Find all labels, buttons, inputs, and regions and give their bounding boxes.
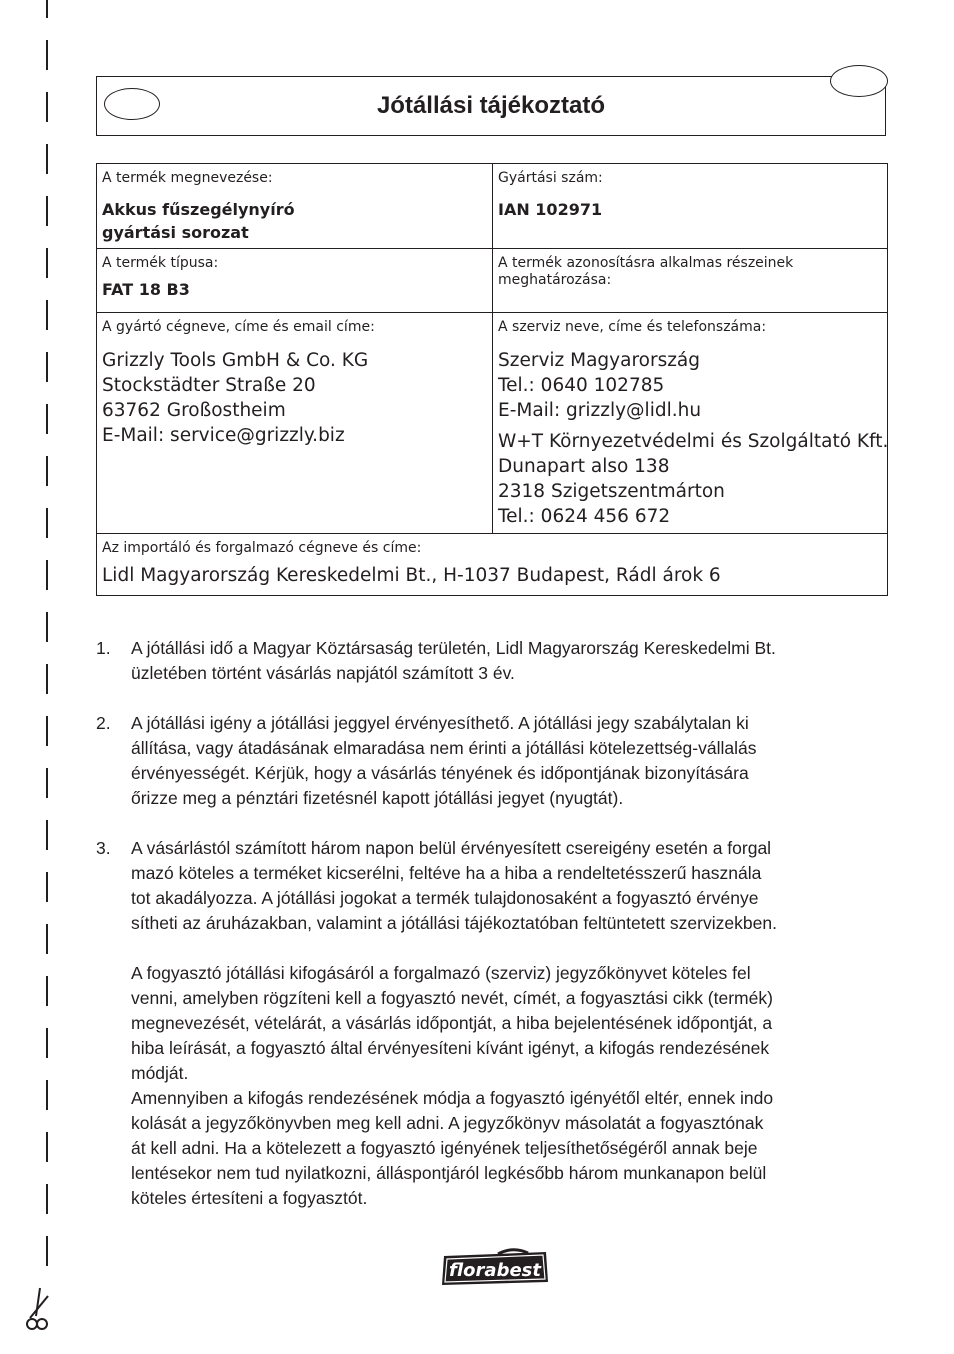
type-cell [97,249,493,313]
type-label: A termék típusa: [102,255,219,271]
scissors-icon [22,1286,54,1334]
cut-line-dash [46,1132,48,1162]
term-item-1 [96,636,896,686]
term-line: érvényességét. Kérjük, hogy a vásárlás tényének és időpontjának bizonyítására [131,763,749,783]
cut-line-dash [46,1184,48,1214]
service-address: Szerviz Magyarország Tel.: 0640 102785 E-Mail: grizzly@lidl.hu [498,350,702,421]
term-line: állítása, vagy átadásának elmaradása nem érinti a jótállási kötelezettség-vállalás [131,738,757,758]
manufacturer-cell [97,313,493,534]
serial-value: IAN 102971 [498,200,603,219]
type-value: FAT 18 B3 [102,280,190,299]
term-line: sítheti az áruházakban, valamint a jótállási tájékoztatóban feltüntetett szervizekben. [131,913,777,933]
cut-line-dash [46,352,48,382]
cut-line-dash [46,144,48,174]
cut-line-dash [46,612,48,642]
importer-value: Lidl Magyarország Kereskedelmi Bt., H-1037 Budapest, Rádl árok 6 [102,565,721,586]
product-name-label: A termék megnevezése: [102,170,273,186]
product-name-cell [97,164,493,249]
cut-line-dash [46,404,48,434]
cut-line-dash [46,768,48,798]
manufacturer-address: Grizzly Tools GmbH & Co. KG Stockstädter Straße 20 63762 Großostheim E-Mail: service@grizzly.biz [102,350,369,446]
page-title: Jótállási tájékoztató [376,92,606,119]
identification-label: A termék azonosításra alkalmas részeinek meghatározása: [498,255,794,288]
warranty-terms [96,636,896,1236]
term-item-3 [96,836,896,1211]
service-cell [493,313,888,534]
cut-line-dash [46,664,48,694]
cut-line-dash [46,196,48,226]
serial-cell [493,164,888,249]
term-line: őrizze meg a pénztári fizetésnél kapott jótállási jegyet (nyugtát). [131,788,624,808]
term-3-paragraph-2: A fogyasztó jótállási kifogásáról a forgalmazó (szerviz) jegyzőkönyvet köteles fel venni, amelyben rögzíteni kell a fogyasztó nevét, címét, a fogyasztási cikk (termék) megnevezését, vételárát, a vásárlás időpontját, a hiba bejelentésének időpontját, a hiba leírását, a fogyasztó által érvényesíteni kívánt igényt, a kifogás rendezésének módját. Amennyiben a kifogás rendezésének módja a fogyasztó igényétől eltér, ennek indo kolását a jegyzőkönyvben meg kell adni. A jegyzőkönyv másolatát a fogyasztónak át kell adni. Ha a kötelezett a fogyasztó igényének teljesíthetőségéről annak beje lentésekor nem tud nyilatkozni, álláspontjáról legkésőbb három munkanapon belül köteles értesíteni a fogyasztót. [131,963,774,1208]
manufacturer-label: A gyártó cégneve, címe és email címe: [102,319,375,335]
cut-line-dash [46,508,48,538]
cut-line [44,0,52,1354]
term-item-2 [96,711,896,811]
cut-line-dash [46,0,48,18]
cut-line-dash [46,1028,48,1058]
cut-line-dash [46,976,48,1006]
service2-address: W+T Környezetvédelmi és Szolgáltató Kft. Dunapart also 138 2318 Szigetszentmárton Tel.: 0624 456 672 [498,431,889,527]
cut-line-dash [46,92,48,122]
cut-line-dash [46,40,48,70]
svg-text:florabest: florabest [449,1260,541,1281]
cut-line-dash [46,820,48,850]
product-name-value: Akkus fűszegélynyíró gyártási sorozat [102,200,295,242]
cut-line-dash [46,716,48,746]
term-line: mazó köteles a terméket kicserélni, feltéve ha a hiba a rendeltetésszerű használa [131,863,762,883]
term-line: tot akadályozza. A jótállási jogokat a termék tulajdonosaként a fogyasztó érvénye [131,888,759,908]
term-number: 1. [96,638,111,658]
identification-cell [493,249,888,313]
cut-line-dash [46,456,48,486]
term-line: A vásárlástól számított három napon belül érvényesített csereigény esetén a forgal [131,838,772,858]
cut-line-dash [46,872,48,902]
cut-line-dash [46,1236,48,1266]
cut-line-dash [46,560,48,590]
term-line: A jótállási igény a jótállási jeggyel érvényesíthető. A jótállási jegy szabálytalan ki [131,713,749,733]
cut-line-dash [46,924,48,954]
service-label: A szerviz neve, címe és telefonszáma: [498,319,767,335]
serial-label: Gyártási szám: [498,170,603,186]
importer-cell [97,534,888,596]
term-line: üzletében történt vásárlás napjától számított 3 év. [131,663,515,683]
florabest-logo [438,1248,552,1288]
term-line: A jótállási idő a Magyar Köztársaság területén, Lidl Magyarország Kereskedelmi Bt. [131,638,776,658]
cut-line-dash [46,248,48,278]
importer-label: Az importáló és forgalmazó cégneve és címe: [102,540,422,556]
product-info-table [96,163,888,596]
term-number: 3. [96,838,111,858]
cut-line-dash [46,1080,48,1110]
term-number: 2. [96,713,111,733]
cut-line-dash [46,300,48,330]
